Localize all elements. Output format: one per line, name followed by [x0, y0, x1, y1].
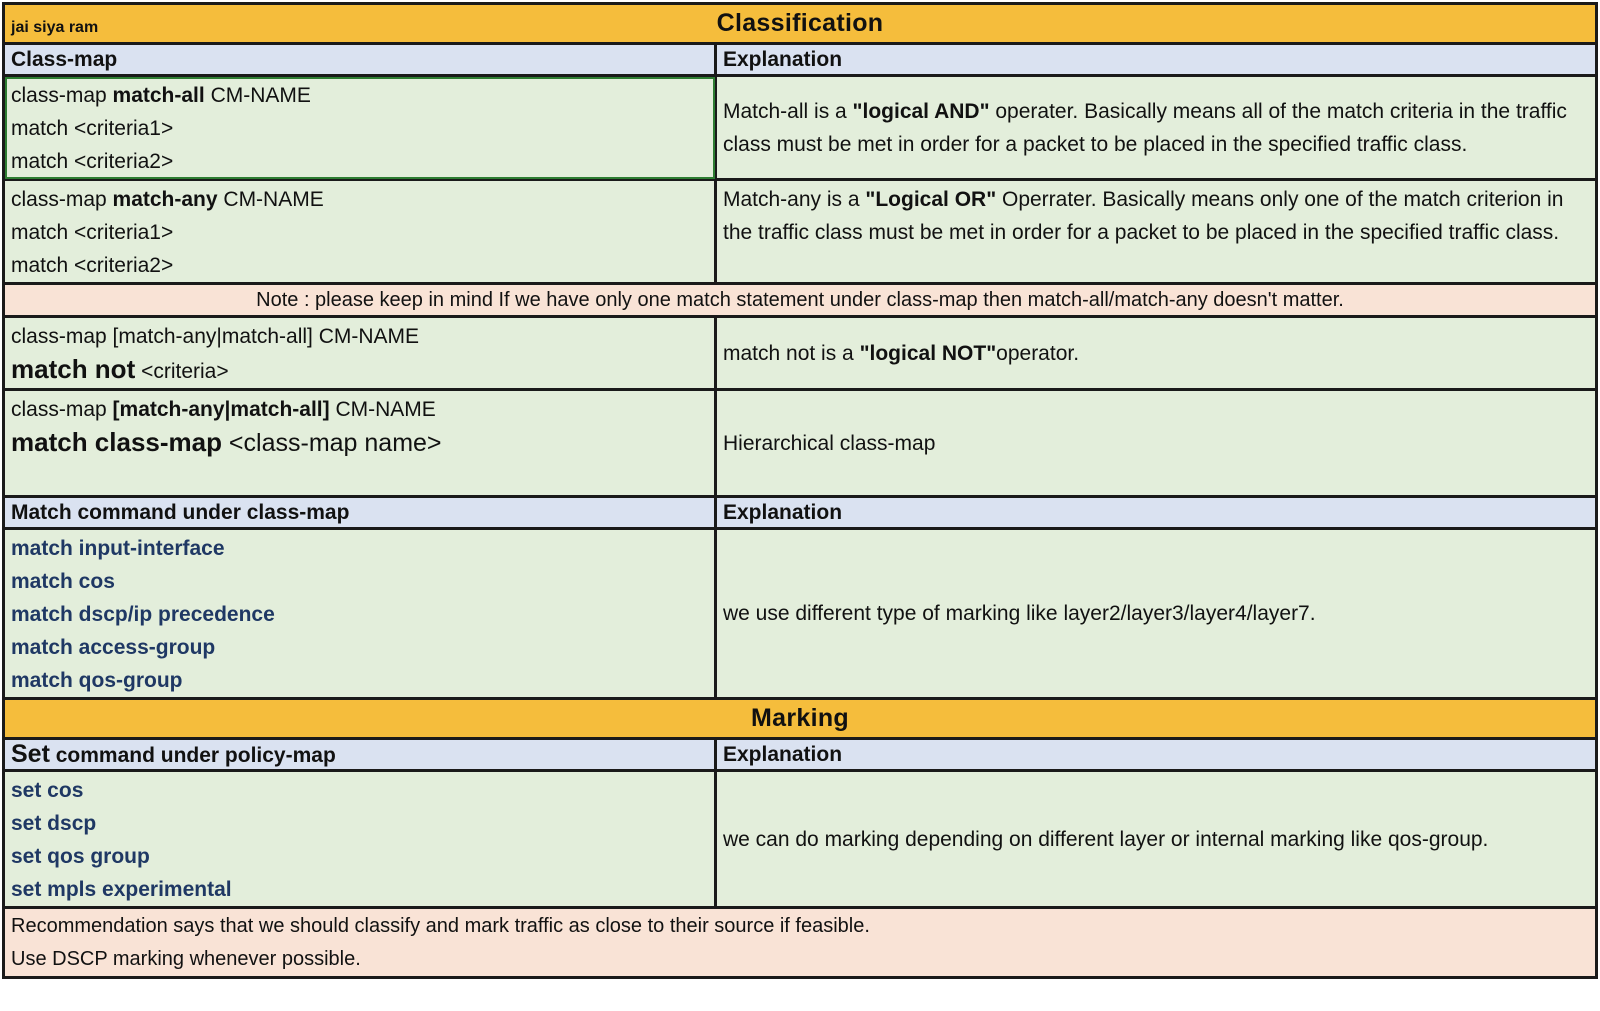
hierarchical-line2: match class-map <class-map name>	[11, 427, 442, 457]
match-not-command-cell[interactable]	[4, 317, 716, 390]
set-commands-row	[4, 771, 1597, 908]
classification-sheet	[2, 2, 1598, 979]
match-commands-row	[4, 529, 1597, 699]
match-all-row	[4, 76, 1597, 180]
recommendation-line1: Recommendation says that we should classify and mark traffic as close to their source if feasible.	[11, 915, 870, 937]
match-all-line3: match <criteria2>	[11, 150, 174, 173]
match-any-explanation-cell[interactable]: Match-any is a "Logical OR" Operrater. Basically means only one of the match criterion in the traffic class must be met in order for a packet to be placed in the specified traffic class.	[716, 180, 1597, 284]
match-not-line1: class-map [match-any|match-all] CM-NAME	[11, 325, 420, 348]
match-all-explanation-cell[interactable]: Match-all is a "logical AND" operater. Basically means all of the match criteria in the traffic class must be met in order for a packet to be placed in the specified traffic class.	[716, 76, 1597, 180]
match-all-command-cell[interactable]	[4, 76, 716, 180]
match-command-header-row	[4, 497, 1597, 529]
match-command-item: match input-interface	[11, 537, 225, 560]
marking-title: Marking	[751, 704, 849, 732]
match-command-item: match qos-group	[11, 669, 183, 692]
classmap-header-cell[interactable]: Class-map	[4, 44, 716, 76]
recommendation-line2: Use DSCP marking whenever possible.	[11, 948, 361, 970]
set-explanation-header-cell[interactable]: Explanation	[716, 739, 1597, 771]
match-not-row	[4, 317, 1597, 390]
match-commands-cell[interactable]	[4, 529, 716, 699]
set-commands-cell[interactable]	[4, 771, 716, 908]
match-not-line2: match not <criteria>	[11, 354, 229, 384]
match-any-row	[4, 180, 1597, 284]
note-cell[interactable]: Note : please keep in mind If we have only one match statement under class-map then match-all/match-any doesn't matter.	[4, 284, 1597, 317]
explanation-header-cell[interactable]: Explanation	[716, 44, 1597, 76]
set-command-item: set mpls experimental	[11, 878, 232, 901]
match-any-command-cell[interactable]	[4, 180, 716, 284]
match-explanation-header-cell[interactable]: Explanation	[716, 497, 1597, 529]
classification-title-row	[4, 4, 1597, 44]
match-all-line2: match <criteria1>	[11, 117, 174, 140]
hierarchical-command-cell[interactable]	[4, 390, 716, 497]
match-command-item: match dscp/ip precedence	[11, 603, 275, 626]
set-command-item: set qos group	[11, 845, 150, 868]
set-command-item: set dscp	[11, 812, 97, 835]
match-command-item: match cos	[11, 570, 115, 593]
classification-title: Classification	[716, 9, 884, 37]
match-any-line3: match <criteria2>	[11, 254, 174, 277]
recommendation-cell[interactable]	[4, 908, 1597, 978]
set-commands-explanation-cell[interactable]: we can do marking depending on different layer or internal marking like qos-group.	[716, 771, 1597, 908]
match-command-header-cell[interactable]: Match command under class-map	[4, 497, 716, 529]
match-all-line1: class-map match-all CM-NAME	[11, 84, 311, 107]
corner-label: jai siya ram	[11, 19, 99, 36]
match-any-line2: match <criteria1>	[11, 221, 174, 244]
set-command-header-row	[4, 739, 1597, 771]
classmap-header-row	[4, 44, 1597, 76]
hierarchical-explanation-cell[interactable]: Hierarchical class-map	[716, 390, 1597, 497]
match-not-explanation-cell[interactable]: match not is a "logical NOT"operator.	[716, 317, 1597, 390]
hierarchical-line1: class-map [match-any|match-all] CM-NAME	[11, 398, 436, 421]
hierarchical-row	[4, 390, 1597, 497]
note-row	[4, 284, 1597, 317]
set-command-item: set cos	[11, 779, 84, 802]
marking-title-cell[interactable]	[4, 699, 1597, 739]
match-any-line1: class-map match-any CM-NAME	[11, 188, 324, 211]
match-command-item: match access-group	[11, 636, 216, 659]
match-commands-explanation-cell[interactable]: we use different type of marking like layer2/layer3/layer4/layer7.	[716, 529, 1597, 699]
set-command-header-cell[interactable]: Set command under policy-map	[4, 739, 716, 771]
recommendation-row	[4, 908, 1597, 978]
classification-title-cell[interactable]	[4, 4, 1597, 44]
marking-title-row	[4, 699, 1597, 739]
